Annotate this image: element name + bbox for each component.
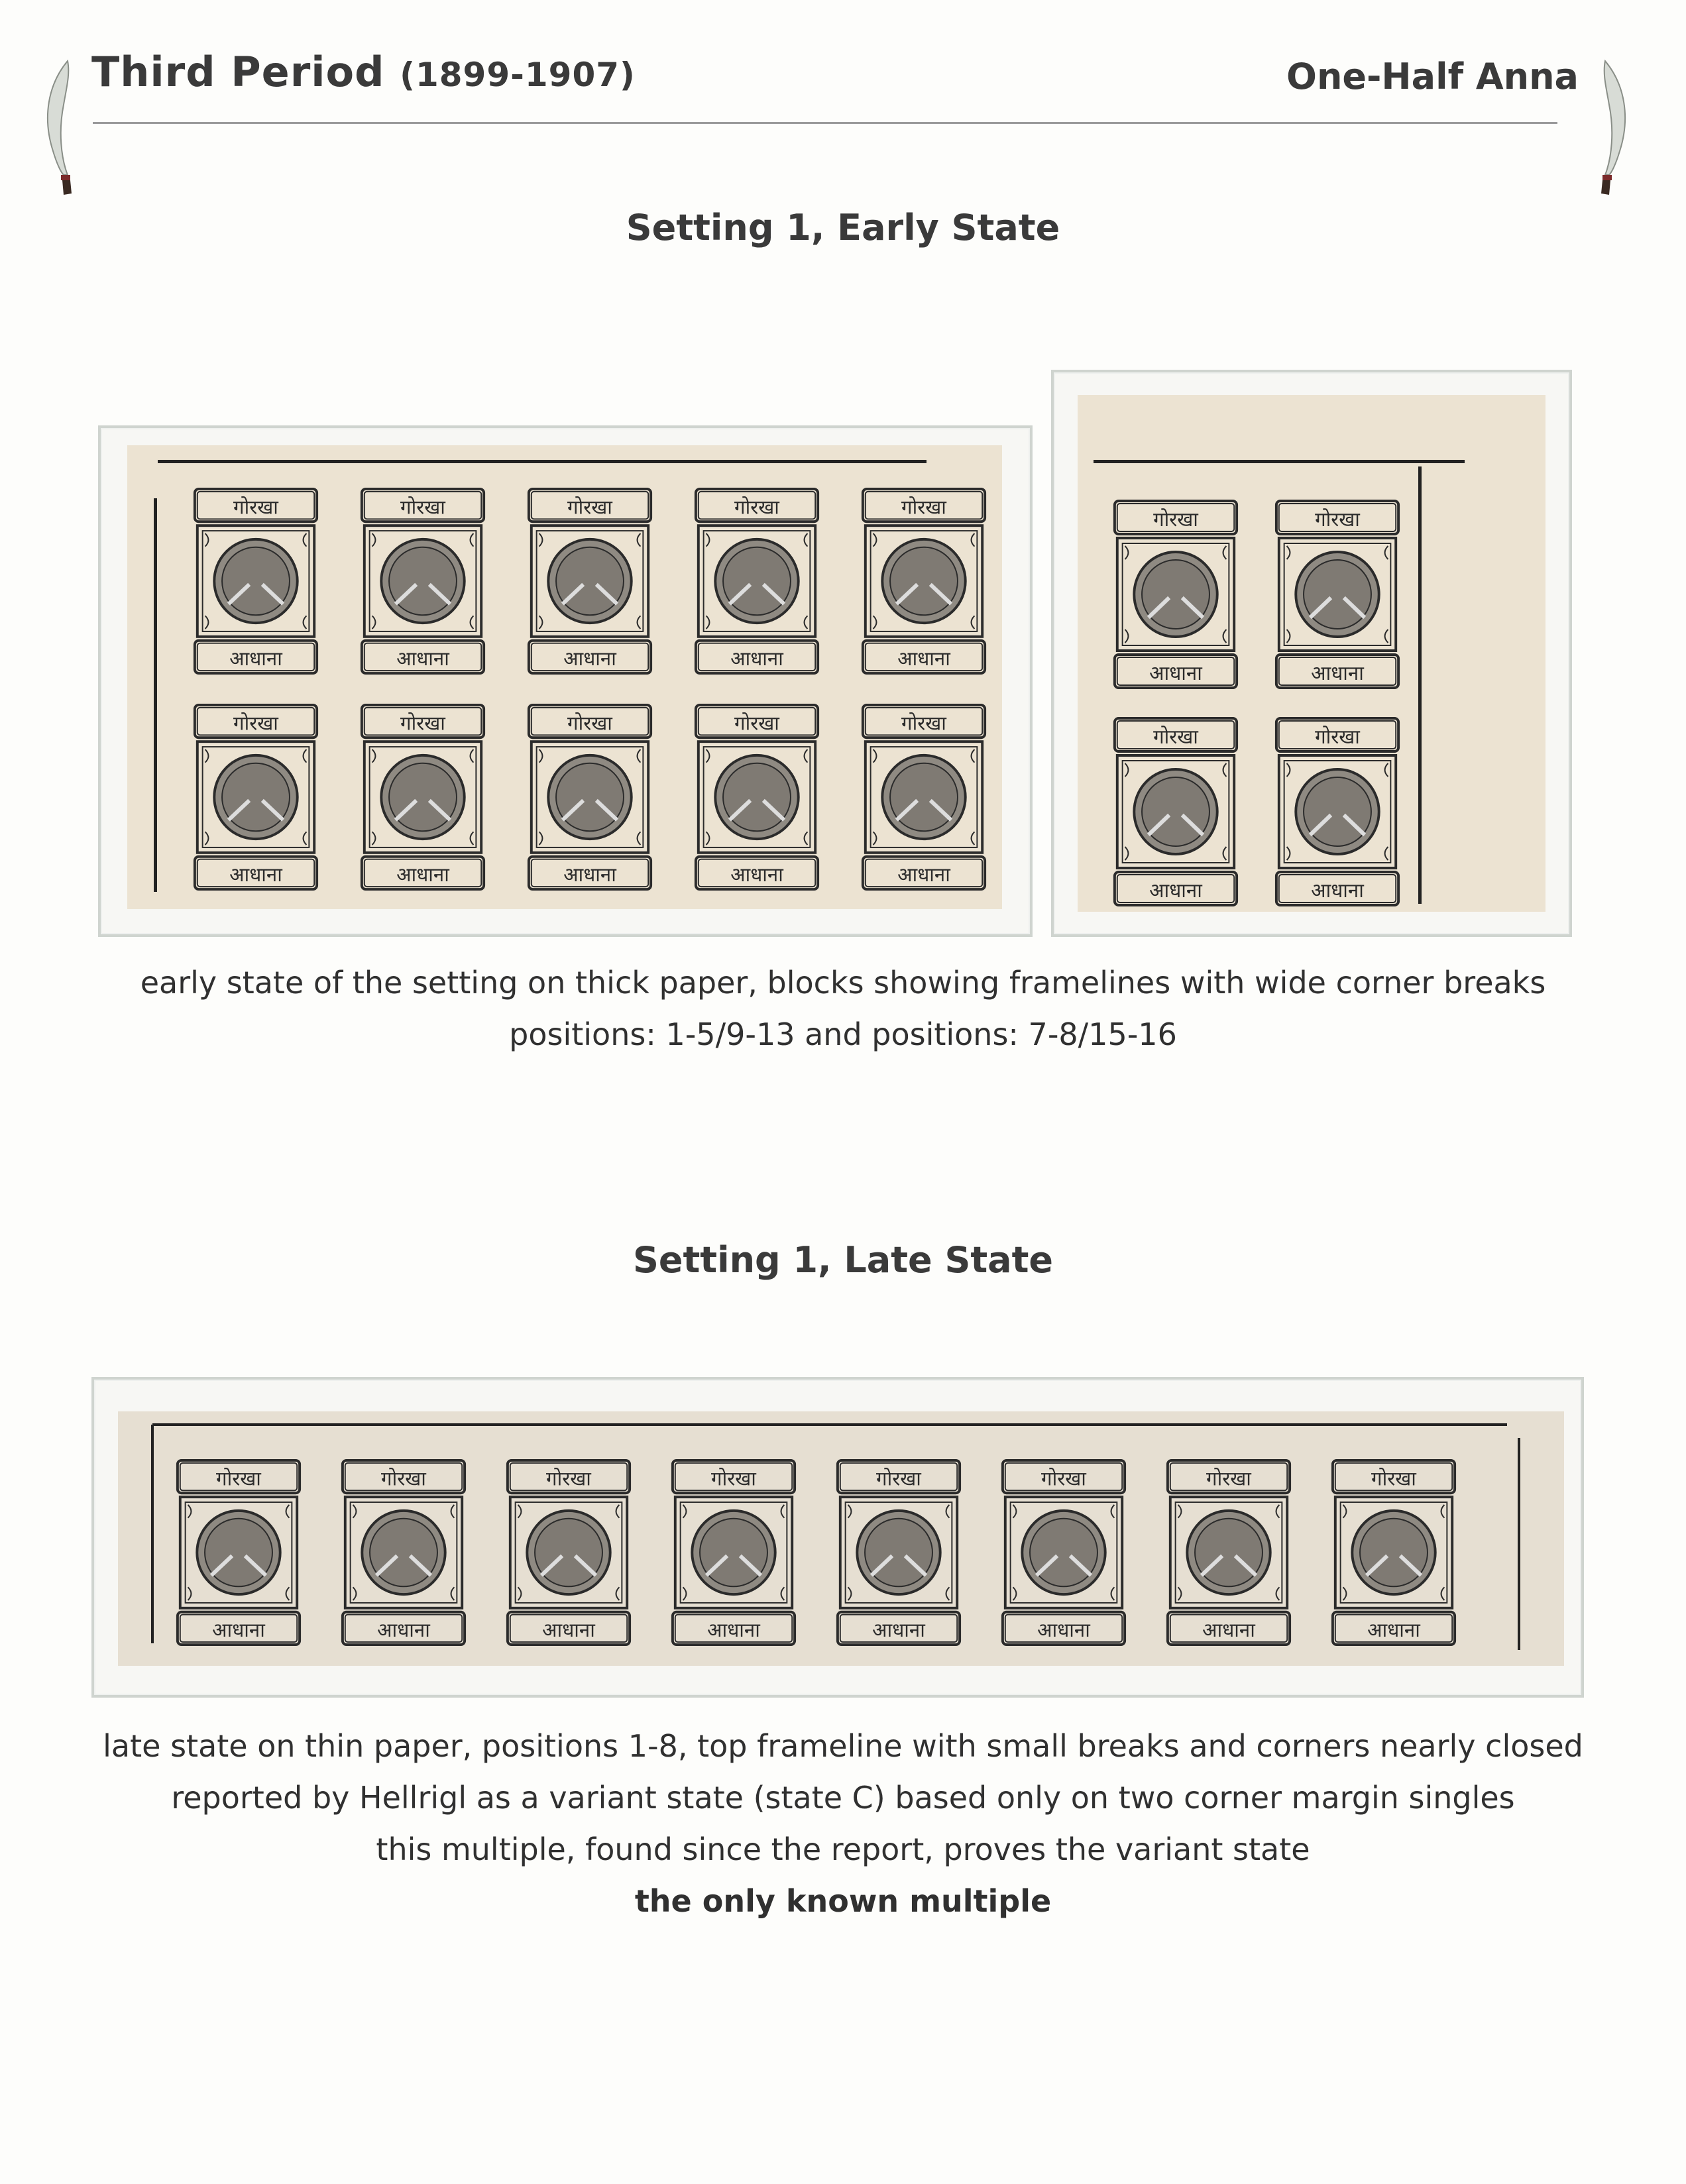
stamp [834, 1458, 964, 1647]
stamp-bottom-inscription: आधाना [1311, 879, 1364, 903]
caption-line: late state on thin paper, positions 1-8, top frameline with small breaks and corners nearly closed [103, 1728, 1583, 1764]
stamp [174, 1458, 304, 1647]
late-state-caption [0, 1720, 1686, 1927]
stamp-bottom-inscription: आधाना [897, 863, 950, 887]
late-state-title: Setting 1, Late State [632, 1239, 1054, 1281]
stamp-top-inscription: गोरखा [233, 712, 278, 735]
stamp-top-inscription: गोरखा [876, 1467, 921, 1490]
early-block-mount-1 [98, 425, 1033, 937]
stamp-top-inscription: गोरखा [901, 496, 946, 519]
period-title: Third Period [91, 48, 385, 96]
caption-line: positions: 1-5/9-13 and positions: 7-8/15-16 [509, 1016, 1177, 1052]
stamp-bottom-inscription: आधाना [229, 647, 282, 671]
stamp-bottom-inscription: आधाना [1037, 1619, 1090, 1642]
stamp-bottom-inscription: आधाना [212, 1619, 265, 1642]
period-years: (1899-1907) [400, 56, 636, 94]
stamp-top-inscription: गोरखा [1153, 508, 1198, 532]
stamp [669, 1458, 799, 1647]
stamp-top-inscription: गोरखा [546, 1467, 591, 1490]
stamp [1111, 716, 1241, 908]
stamp-bottom-inscription: आधाना [1149, 879, 1202, 903]
left-frameline [151, 1425, 154, 1643]
page-title [91, 48, 636, 96]
stamp-top-inscription: गोरखा [400, 712, 445, 735]
stamp-top-inscription: गोरखा [567, 496, 612, 519]
stamp [1164, 1458, 1294, 1647]
stamp-bottom-inscription: आधाना [707, 1619, 760, 1642]
stamp-bottom-inscription: आधाना [1202, 1619, 1255, 1642]
stamp-bottom-inscription: आधाना [229, 863, 282, 887]
caption-emphasis: the only known multiple [634, 1883, 1052, 1919]
top-frameline [158, 460, 927, 463]
stamp-bottom-inscription: आधाना [872, 1619, 925, 1642]
stamp [1111, 498, 1241, 690]
khukuri-knife-left-icon [41, 58, 87, 197]
stamp-top-inscription: गोरखा [567, 712, 612, 735]
early-block-mount-2 [1051, 370, 1572, 937]
header-divider [93, 122, 1557, 124]
stamp-top-inscription: गोरखा [216, 1467, 261, 1490]
stamp [339, 1458, 469, 1647]
stamp-top-inscription: गोरखा [734, 496, 779, 519]
stamp-bottom-inscription: आधाना [897, 647, 950, 671]
left-frameline [154, 498, 157, 892]
stamp [525, 486, 655, 676]
caption-line: this multiple, found since the report, proves the variant state [376, 1831, 1310, 1867]
stamp [358, 486, 488, 676]
stamp [859, 702, 989, 892]
early-block-paper-1 [127, 445, 1002, 909]
stamp-top-inscription: गोरखा [1315, 508, 1360, 532]
stamp-top-inscription: गोरखा [734, 712, 779, 735]
stamp [692, 486, 822, 676]
caption-line: reported by Hellrigl as a variant state (state C) based only on two corner margin singles [171, 1780, 1515, 1816]
early-state-title: Setting 1, Early State [626, 207, 1060, 248]
stamp-top-inscription: गोरखा [233, 496, 278, 519]
late-strip-mount [91, 1377, 1584, 1698]
stamp-bottom-inscription: आधाना [563, 647, 616, 671]
stamp [358, 702, 488, 892]
stamp-top-inscription: गोरखा [381, 1467, 426, 1490]
stamp-top-inscription: गोरखा [1315, 725, 1360, 749]
stamp [191, 486, 321, 676]
stamp [504, 1458, 634, 1647]
stamp [999, 1458, 1129, 1647]
top-frameline [1094, 460, 1465, 463]
stamp [191, 702, 321, 892]
stamp-bottom-inscription: आधाना [396, 863, 449, 887]
stamp-bottom-inscription: आधाना [1367, 1619, 1420, 1642]
stamp [525, 702, 655, 892]
stamp-bottom-inscription: आधाना [377, 1619, 430, 1642]
caption-line: early state of the setting on thick paper, blocks showing framelines with wide corner breaks [140, 965, 1546, 1001]
stamp-bottom-inscription: आधाना [563, 863, 616, 887]
stamp-bottom-inscription: आधाना [1149, 661, 1202, 686]
stamp [692, 702, 822, 892]
stamp-top-inscription: गोरखा [400, 496, 445, 519]
early-state-caption [0, 957, 1686, 1060]
stamp [1272, 498, 1402, 690]
stamp-bottom-inscription: आधाना [396, 647, 449, 671]
top-frameline [152, 1423, 1507, 1426]
stamp [859, 486, 989, 676]
stamp-top-inscription: गोरखा [711, 1467, 756, 1490]
stamp-top-inscription: गोरखा [901, 712, 946, 735]
stamp-bottom-inscription: आधाना [1311, 661, 1364, 686]
stamp-top-inscription: गोरखा [1041, 1467, 1086, 1490]
stamp-top-inscription: गोरखा [1153, 725, 1198, 749]
stamp [1272, 716, 1402, 908]
stamp-bottom-inscription: आधाना [730, 863, 783, 887]
right-frameline [1418, 466, 1422, 904]
stamp-bottom-inscription: आधाना [542, 1619, 595, 1642]
early-block-paper-2 [1078, 395, 1546, 912]
stamp-top-inscription: गोरखा [1371, 1467, 1416, 1490]
stamp [1329, 1458, 1459, 1647]
stamp-top-inscription: गोरखा [1206, 1467, 1251, 1490]
late-strip-paper [118, 1411, 1564, 1666]
stamp-value-title: One-Half Anna [1286, 56, 1579, 97]
stamp-bottom-inscription: आधाना [730, 647, 783, 671]
khukuri-knife-right-icon [1585, 58, 1632, 197]
right-frameline [1518, 1438, 1520, 1650]
